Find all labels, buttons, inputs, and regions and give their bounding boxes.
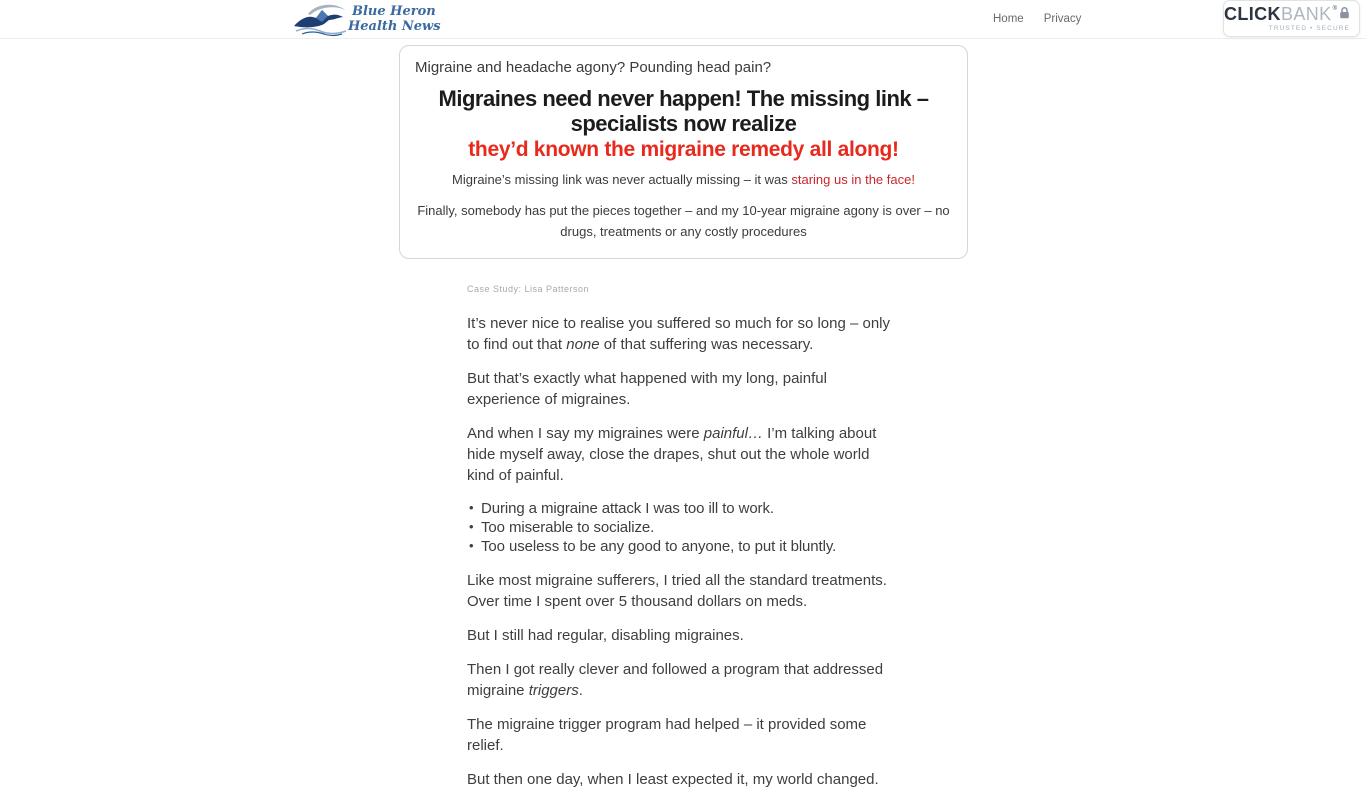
hero-subline-red: staring us in the face! bbox=[791, 171, 915, 187]
hero-headline-red: they’d known the migraine remedy all along! bbox=[468, 137, 899, 161]
paragraph-3-post: I’m talking about hide myself away, close the drapes, shut out the whole world kind of painful. bbox=[467, 425, 877, 484]
clickbank-click-text: CLICK bbox=[1223, 4, 1281, 24]
main-nav bbox=[993, 0, 1081, 37]
paragraph-6 bbox=[467, 659, 900, 701]
paragraph-6-italic: triggers bbox=[528, 681, 579, 699]
paragraph-6-pre: Then I got really clever and followed a program that addressed migraine bbox=[467, 660, 884, 699]
article-body bbox=[467, 284, 900, 790]
paragraph-8: But then one day, when I least expected it, my world changed. bbox=[467, 770, 879, 788]
hero-kicker: Migraine and headache agony? Pounding head pain? bbox=[415, 59, 772, 76]
nav-link-home[interactable]: Home bbox=[993, 12, 1024, 25]
paragraph-1-italic: none bbox=[566, 336, 600, 353]
site-header bbox=[0, 0, 1366, 39]
lock-icon bbox=[1339, 6, 1350, 19]
clickbank-badge[interactable] bbox=[1223, 0, 1360, 37]
paragraph-3 bbox=[467, 423, 900, 486]
blue-heron-logo[interactable] bbox=[288, 1, 444, 36]
hero-headline-black: Migraines need never happen! The missing link – specialists now realize bbox=[438, 86, 929, 137]
logo-text-line1: Blue Heron bbox=[352, 4, 436, 19]
paragraph-4: Like most migraine sufferers, I tried all the standard treatments. Over time I spent over 5 thousand dollars on meds. bbox=[467, 571, 887, 610]
clickbank-bank-text: BANK bbox=[1280, 4, 1332, 24]
clickbank-wordmark bbox=[1224, 5, 1350, 23]
paragraph-3-italic: painful… bbox=[703, 425, 763, 442]
hero-subline-normal: Migraine’s missing link was never actually missing – it was bbox=[452, 171, 792, 187]
paragraph-1 bbox=[467, 313, 900, 355]
paragraph-6-post: . bbox=[578, 681, 583, 699]
logo-text-line2: Health News bbox=[348, 19, 441, 34]
hero-subline bbox=[415, 172, 952, 187]
symptom-list bbox=[467, 500, 900, 557]
case-study-label: Case Study: Lisa Patterson bbox=[467, 284, 590, 294]
paragraph-2: But that’s exactly what happened with my long, painful experience of migraines. bbox=[467, 370, 827, 408]
registered-mark: ® bbox=[1332, 6, 1337, 12]
hero-box bbox=[399, 45, 968, 259]
list-item: • Too miserable to socialize. bbox=[481, 519, 900, 538]
hero-finally-line: Finally, somebody has put the pieces together – and my 10-year migraine agony is over – no drugs, treatments or any costly procedures bbox=[417, 202, 950, 240]
paragraph-3-pre: And when I say my migraines were bbox=[467, 425, 704, 442]
list-item: • During a migraine attack I was too ill to work. bbox=[481, 500, 900, 519]
nav-link-privacy[interactable]: Privacy bbox=[1043, 12, 1082, 25]
paragraph-5: But I still had regular, disabling migraines. bbox=[467, 626, 744, 644]
paragraph-1-post: of that suffering was necessary. bbox=[599, 336, 814, 353]
list-item: • Too useless to be any good to anyone, to put it bluntly. bbox=[481, 538, 900, 557]
clickbank-tagline: TRUSTED • SECURE bbox=[1268, 25, 1350, 32]
logo-swoosh-icon bbox=[308, 5, 345, 15]
paragraph-7: The migraine trigger program had helped – it provided some relief. bbox=[467, 715, 867, 754]
paragraph-1-pre: It’s never nice to realise you suffered so much for so long – only to find out that bbox=[467, 315, 891, 353]
